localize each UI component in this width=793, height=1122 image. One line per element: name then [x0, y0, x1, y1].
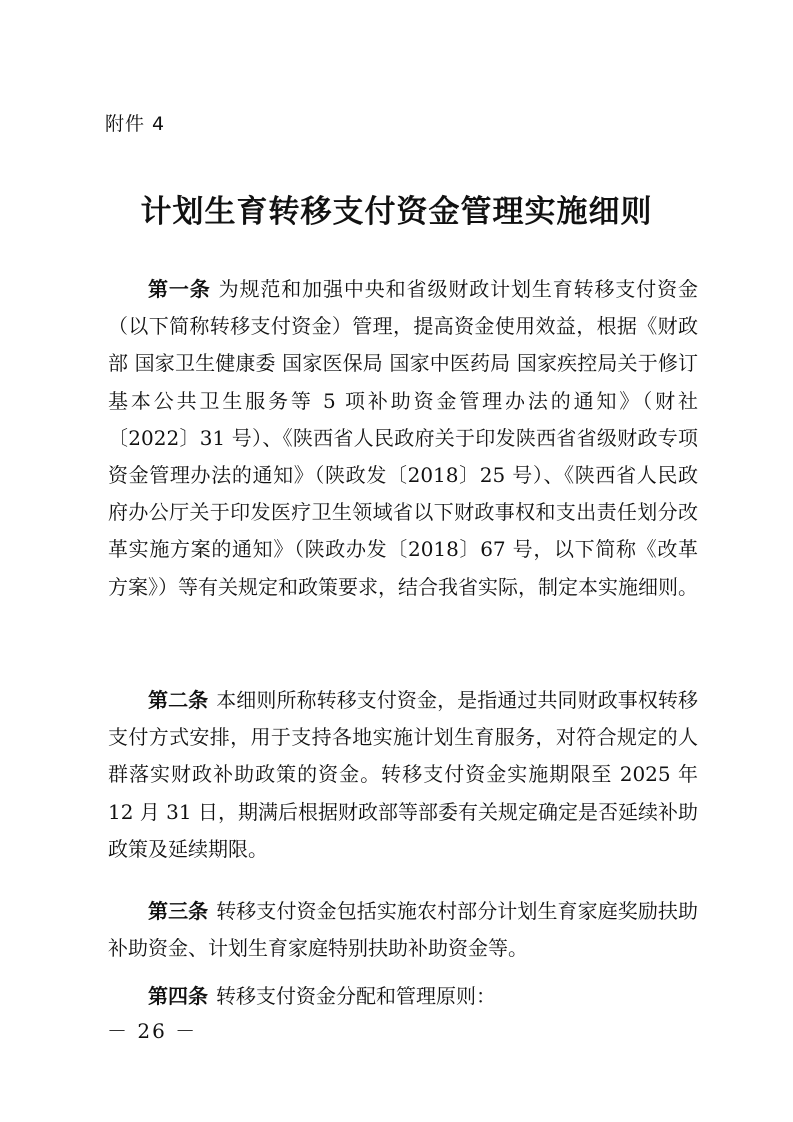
article-body: 转移支付资金包括实施农村部分计划生育家庭奖励扶助补助资金、计划生育家庭特别扶助补助资金等。 [108, 899, 699, 961]
article-heading: 第二条 [148, 688, 209, 712]
article-2 [108, 682, 698, 868]
article-body: 为规范和加强中央和省级财政计划生育转移支付资金（以下简称转移支付资金）管理，提高资金使用效益，根据《财政部 国家卫生健康委 国家医保局 国家中医药局 国家疾控局关于修订基本公共卫生服务等 5 项补助资金管理办法的通知》（财社〔2022〕31 号）、《陕西省人民政府关于印发陕西省省级财政专项资金管理办法的通知》（陕政发〔2018〕25 号）、《陕西省人民政府办公厅关于印发医疗卫生领域省以下财政事权和支出责任划分改革实施方案的通知》（陕政办发〔2018〕67 号，以下简称《改革方案》）等有关规定和政策要求，结合我省实际，制定本实施细则。 [108, 277, 699, 599]
article-3 [108, 893, 698, 967]
article-heading: 第一条 [148, 277, 211, 301]
article-heading: 第四条 [148, 984, 208, 1008]
article-1 [108, 271, 698, 606]
article-heading: 第三条 [148, 899, 209, 923]
article-body: 转移支付资金分配和管理原则： [216, 984, 496, 1008]
page-number: － 26 － [107, 1019, 198, 1043]
document-title: 计划生育转移支付资金管理实施细则 [140, 194, 653, 230]
article-body: 本细则所称转移支付资金，是指通过共同财政事权转移支付方式安排，用于支持各地实施计划生育服务，对符合规定的人群落实财政补助政策的资金。转移支付资金实施期限至 2025 年 12 月 31 日，期满后根据财政部等部委有关规定确定是否延续补助政策及延续期限。 [108, 688, 699, 861]
attachment-label: 附件 4 [105, 113, 166, 135]
article-4 [108, 978, 698, 1015]
